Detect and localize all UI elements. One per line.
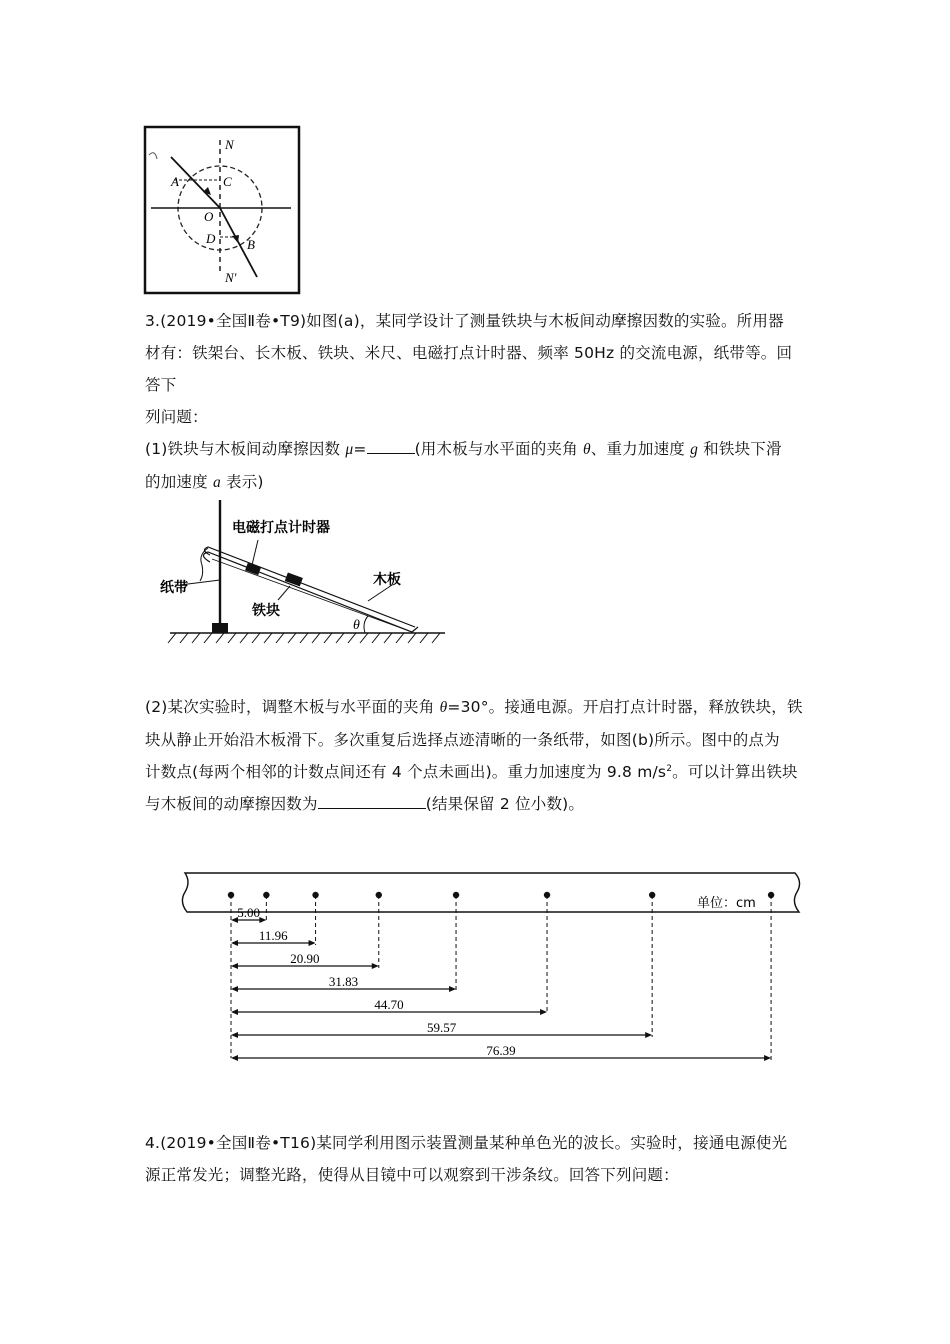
label-A: A [171, 174, 179, 189]
q3-intro [145, 305, 807, 499]
q3-part2-line2: 块从静止开始沿木板滑下。多次重复后选择点迹清晰的一条纸带，如图(b)所示。图中的点为 [145, 731, 780, 749]
unit-label: 单位：cm [697, 896, 756, 911]
var-theta-2: θ [439, 699, 448, 716]
superscript-2: 2 [666, 763, 673, 774]
q3-part2-text3b: 。可以计算出铁块 [672, 763, 798, 781]
q3-part1-hint: (用木板与水平面的夹角 [414, 440, 583, 458]
arrowhead-right-6 [645, 1032, 652, 1038]
q3-part1-hint4: 的加速度 [145, 473, 213, 491]
q3-part1-hint2: 、重力加速度 [590, 440, 691, 458]
answer-blank-coefficient[interactable] [318, 792, 426, 809]
arrowhead-right-4 [449, 986, 456, 992]
q3-part1-hint3: 和铁块下滑 [698, 440, 782, 458]
q4-line2: 源正常发光；调整光路，使得从目镜中可以观察到干涉条纹。回答下列问题： [145, 1166, 679, 1184]
q3-part1-line1 [145, 433, 807, 466]
distance-label-7: 76.39 [486, 1043, 516, 1058]
arrowhead-right-2 [309, 940, 316, 946]
q3-part2-text4b: (结果保留 2 位小数)。 [425, 795, 585, 813]
q3-part2 [145, 691, 807, 820]
q3-part2-line3 [145, 756, 807, 788]
q3-intro-line1: 3.(2019•全国Ⅱ卷•T9)如图(a)，某同学设计了测量铁块与木板间动摩擦因数的实验。所用器 [145, 312, 784, 330]
label-O: O [204, 209, 214, 224]
q4-line1: 4.(2019•全国Ⅱ卷•T16)某同学利用图示装置测量某种单色光的波长。实验时，接通电源使光 [145, 1134, 788, 1152]
label-tape: 纸带 [160, 580, 188, 596]
q3-part1-hint5: 表示) [220, 473, 264, 491]
q4-intro [145, 1127, 807, 1191]
var-mu: μ [345, 441, 354, 458]
label-C: C [223, 174, 232, 189]
distance-label-2: 11.96 [258, 928, 288, 943]
arrowhead-left-3 [231, 963, 238, 969]
var-a: a [212, 474, 221, 491]
q3-part2-text4: 与木板间的动摩擦因数为 [145, 795, 318, 813]
arrowhead-right-3 [372, 963, 379, 969]
label-block: 铁块 [252, 603, 280, 619]
arrowhead-right-5 [540, 1009, 547, 1015]
refraction-figure [143, 125, 301, 295]
label-board: 木板 [373, 572, 401, 588]
distance-label-1: 5.00 [237, 905, 261, 920]
q3-intro-line3: 列问题： [145, 408, 208, 426]
distance-label-4: 31.83 [328, 974, 359, 989]
distance-label-3: 20.90 [290, 951, 320, 966]
figure-b-tape [175, 868, 815, 1063]
q3-part1-equals: = [353, 440, 367, 458]
arrowhead-left-2 [231, 940, 238, 946]
q3-part2-line1 [145, 691, 807, 724]
arrowhead-left-6 [231, 1032, 238, 1038]
arrowhead-left-4 [231, 986, 238, 992]
var-theta: θ [582, 441, 591, 458]
label-timer: 电磁打点计时器 [232, 520, 330, 536]
label-N-prime: N′ [225, 270, 237, 285]
arrowhead-right-1 [259, 917, 266, 923]
answer-blank-mu[interactable] [367, 437, 415, 454]
label-angle-theta: θ [353, 618, 360, 633]
arrowhead-right-7 [764, 1055, 771, 1061]
label-B: B [247, 237, 255, 252]
distance-label-5: 44.70 [374, 997, 404, 1012]
q3-part2-text1: (2)某次实验时，调整木板与水平面的夹角 [145, 698, 440, 716]
q3-intro-line2: 材有：铁架台、长木板、铁块、米尺、电磁打点计时器、频率 50Hz 的交流电源，纸带等。回答下 [145, 344, 793, 394]
figure-a-apparatus [160, 495, 460, 650]
q3-part2-text3: 计数点(每两个相邻的计数点间还有 4 个点未画出)。重力加速度为 9.8 m/s [145, 763, 667, 781]
var-g: g [690, 441, 699, 458]
label-N: N [225, 137, 234, 152]
q3-part1-text: (1)铁块与木板间动摩擦因数 [145, 440, 346, 458]
arrowhead-left-7 [231, 1055, 238, 1061]
label-D: D [206, 231, 216, 246]
arrowhead-left-5 [231, 1009, 238, 1015]
q3-part2-line4 [145, 788, 807, 820]
q3-part2-text1b: =30°。接通电源。开启打点计时器，释放铁块，铁 [447, 698, 803, 716]
distance-label-6: 59.57 [426, 1020, 457, 1035]
